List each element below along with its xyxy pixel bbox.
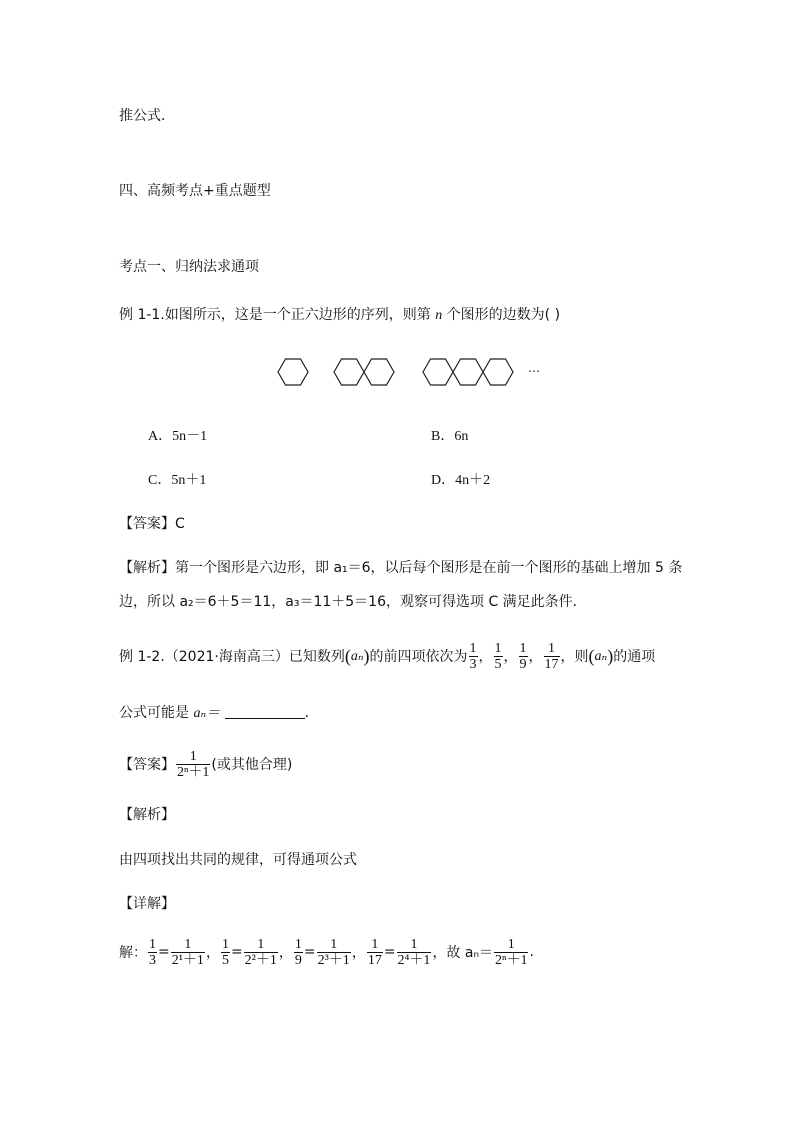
answer-tag: 【答案】 xyxy=(119,516,175,532)
comma: ， xyxy=(205,945,220,961)
solution-rhs-4: $\frac{1}{\text{2⁴＋1}}$ xyxy=(397,936,431,968)
sequence-symbol: aₙ xyxy=(594,648,608,664)
example2-analysis-text: 由四项找出共同的规律，可得通项公式 xyxy=(119,852,357,868)
example1-question-text: 例 1-1.如图所示，这是一个正六边形的序列，则第 xyxy=(119,307,431,323)
solution-rhs-2: $\frac{1}{\text{2²＋1}}$ xyxy=(244,936,277,968)
answer-note: (或其他合理) xyxy=(211,757,293,773)
option-b-label: B． xyxy=(431,429,455,444)
hexagon-sequence-figure xyxy=(270,352,560,394)
hexagon-figure-2 xyxy=(334,359,394,385)
fraction-term-3: $\frac{1}{9}$ xyxy=(519,640,527,672)
topic-heading: 考点一、归纳法求通项 xyxy=(119,259,259,275)
hexagon-figure-1 xyxy=(278,359,308,385)
option-b xyxy=(431,425,468,445)
example1-question-tail: 个图形的边数为( ) xyxy=(446,307,561,323)
example2-prefix: 例 1-2.（2021·海南高三）已知数列 xyxy=(119,649,345,665)
example1-n: n xyxy=(435,308,443,323)
right-paren: ) xyxy=(363,645,370,666)
solution-final-fraction: $\frac{1}{\text{2ⁿ＋1}}$ xyxy=(495,936,528,968)
solution-conclusion: 故 aₙ＝ xyxy=(446,945,494,961)
hexagon-figure-3 xyxy=(423,359,513,385)
option-b-text: 6n xyxy=(454,429,469,444)
example1-analysis-line2: 边，所以 a₂＝6＋5＝11，a₃＝11＋5＝16，观察可得选项 C 满足此条件． xyxy=(119,594,587,610)
solution-lhs-4: $\frac{1}{17}$ xyxy=(367,936,382,968)
solution-rhs-3: $\frac{1}{\text{2³＋1}}$ xyxy=(317,936,350,968)
option-c-label: C． xyxy=(148,473,172,488)
top-fragment: 推公式． xyxy=(119,108,175,124)
option-a-label: A． xyxy=(148,429,173,444)
analysis-line1: 第一个图形是六边形，即 a₁＝6，以后每个图形是在前一个图形的基础上增加 5 条 xyxy=(175,560,683,576)
example2-suffix: 的通项 xyxy=(613,649,656,665)
example2-line2 xyxy=(119,702,309,722)
period: . xyxy=(529,944,534,960)
comma: ， xyxy=(351,945,366,961)
option-c xyxy=(148,469,206,489)
left-paren: ( xyxy=(344,645,351,666)
solution-prefix: 解： xyxy=(119,945,147,961)
fraction-term-4: $\frac{1}{17}$ xyxy=(544,640,559,672)
example2-mid: 的前四项依次为 xyxy=(369,649,468,665)
comma: ， xyxy=(432,945,447,961)
detail-tag: 【详解】 xyxy=(119,896,175,912)
answer-tag: 【答案】 xyxy=(119,757,175,773)
solution-line: 解： $\frac{1}{3}$ = $\frac{1}{\text{2¹＋1}}$ ， $\frac{1}{5}$ = $\frac{1}{\text{2²＋1}}$ ， $\frac{1}{9}$ = $\frac{1}{\text{2³＋1}}$ ， $\frac{1}{17}$ = $\frac{1}{\text{2⁴＋1}}$ ， 故 aₙ＝ $\frac{1}{\text{2ⁿ＋1}}$ . xyxy=(119,936,534,968)
example2-then: ，则 xyxy=(560,649,589,665)
answer-fraction: $\frac{1}{\text{2ⁿ＋1}}$ xyxy=(177,748,210,780)
option-d xyxy=(431,469,490,489)
option-d-label: D． xyxy=(431,473,456,488)
example1-answer xyxy=(119,513,185,533)
solution-rhs-1: $\frac{1}{\text{2¹＋1}}$ xyxy=(171,936,204,968)
analysis-tag: 【解析】 xyxy=(119,560,175,576)
example2-answer xyxy=(119,744,292,784)
solution-lhs-1: $\frac{1}{3}$ xyxy=(149,936,156,968)
example2-line2-prefix: 公式可能是 xyxy=(119,705,189,721)
option-d-text: 4n＋2 xyxy=(455,473,491,488)
figure-ellipsis: … xyxy=(528,361,540,375)
answer-blank[interactable] xyxy=(225,704,305,719)
section-heading: 四、高频考点+重点题型 xyxy=(119,183,271,199)
sequence-symbol: aₙ xyxy=(350,648,364,664)
solution-lhs-3: $\frac{1}{9}$ xyxy=(294,936,302,968)
example2-question xyxy=(119,636,655,676)
comma: ， xyxy=(278,945,293,961)
example1-question xyxy=(119,304,560,324)
comma: ， xyxy=(503,649,518,665)
example2-analysis-tag: 【解析】 xyxy=(119,807,175,823)
option-a xyxy=(148,425,207,445)
left-paren: ( xyxy=(588,645,595,666)
comma: ， xyxy=(528,649,543,665)
answer-value: C xyxy=(175,516,185,532)
option-c-text: 5n＋1 xyxy=(171,473,207,488)
right-paren: ) xyxy=(607,645,614,666)
comma: ， xyxy=(478,649,493,665)
period: . xyxy=(304,705,310,721)
option-a-text: 5n－1 xyxy=(172,429,208,444)
fraction-term-1: $\frac{1}{3}$ xyxy=(469,640,477,672)
solution-lhs-2: $\frac{1}{5}$ xyxy=(221,936,229,968)
fraction-term-2: $\frac{1}{5}$ xyxy=(494,640,502,672)
example1-analysis xyxy=(119,557,682,577)
formula-lhs: aₙ＝ xyxy=(193,706,221,721)
